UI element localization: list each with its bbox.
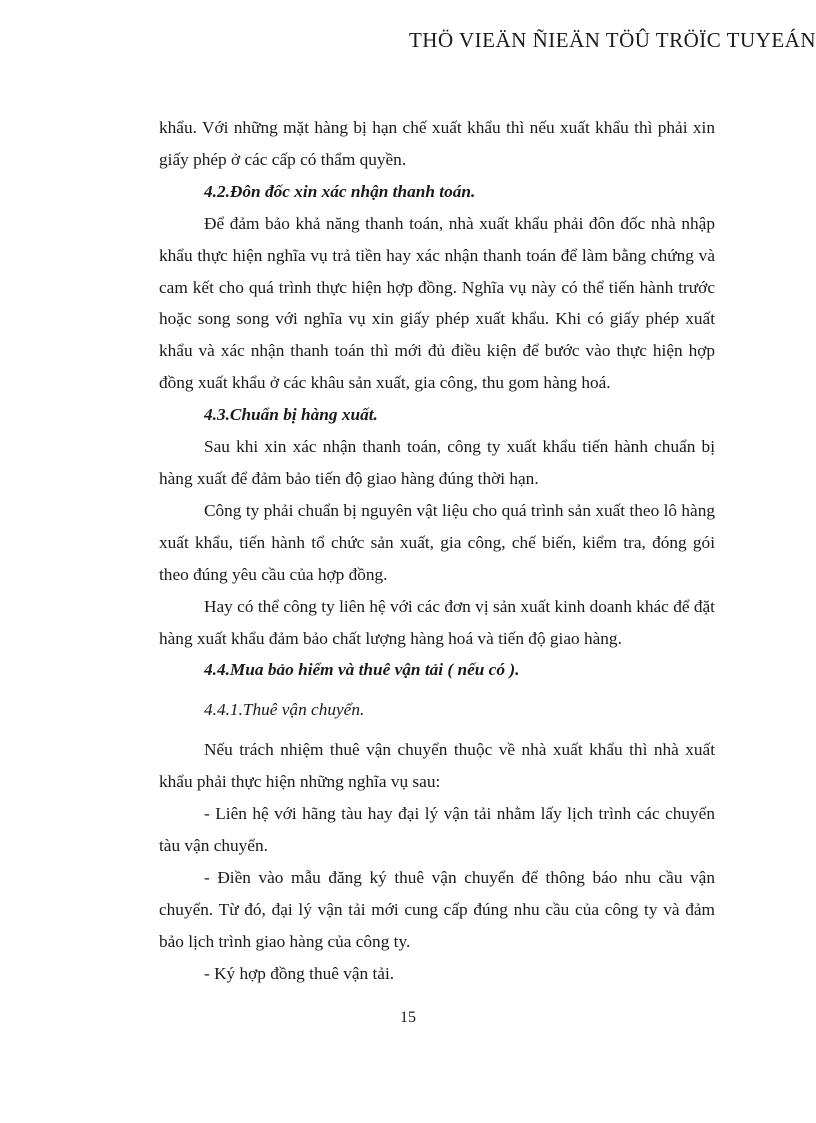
paragraph-shipping-duties: Nếu trách nhiệm thuê vận chuyển thuộc về nhà xuất khẩu thì nhà xuất khẩu phải thực hiện những nghĩa vụ sau: [159, 740, 715, 792]
list-item-registration-form: - Điền vào mẫu đăng ký thuê vận chuyển để thông báo nhu cầu vận chuyển. Từ đó, đại lý vận tải mới cung cấp đúng nhu cầu của công ty và đảm bảo lịch trình giao hàng của công ty. [159, 867, 715, 951]
heading-4-4-1: 4.4.1.Thuê vận chuyển. [204, 700, 365, 720]
paragraph-outsourcing: Hay có thể công ty liên hệ với các đơn vị sản xuất kinh doanh khác để đặt hàng xuất khẩu đảm bảo chất lượng hàng hoá và tiến độ giao hàng. [159, 596, 715, 648]
paragraph-prepare-goods: Sau khi xin xác nhận thanh toán, công ty xuất khẩu tiến hành chuẩn bị hàng xuất để đảm bảo tiến độ giao hàng đúng thời hạn. [159, 437, 715, 488]
heading-4-4: 4.4.Mua bảo hiểm và thuê vận tải ( nếu có ). [204, 660, 520, 680]
paragraph-payment-confirmation: Để đảm bảo khả năng thanh toán, nhà xuất khẩu phải đôn đốc nhà nhập khẩu thực hiện nghĩa vụ trả tiền hay xác nhận thanh toán để làm bằng chứng và cam kết cho quá trình thực hiện hợp đồng. Nghĩa vụ này có thể tiến hành trước hoặc song song với nghĩa vụ xin giấy phép xuất khẩu. Khi có giấy phép xuất khẩu và xác nhận thanh toán thì mới đủ điều kiện để bước vào thực hiện hợp đồng xuất khẩu ở các khâu sản xuất, gia công, thu gom hàng hoá. [159, 213, 715, 393]
heading-4-3: 4.3.Chuẩn bị hàng xuất. [204, 405, 378, 425]
page-body [159, 112, 715, 989]
paragraph-continuation: khẩu. Với những mặt hàng bị hạn chế xuất khẩu thì nếu xuất khẩu thì phải xin giấy phép ở các cấp có thẩm quyền. [159, 118, 715, 169]
list-item-contact-carrier: - Liên hệ với hãng tàu hay đại lý vận tải nhằm lấy lịch trình các chuyến tàu vận chuyển. [159, 804, 715, 855]
list-item-sign-contract: - Ký hợp đồng thuê vận tải. [204, 963, 395, 983]
heading-4-2: 4.2.Đôn đốc xin xác nhận thanh toán. [204, 181, 476, 201]
running-header: THÖ VIEÄN ÑIEÄN TÖÛ TRÖÏC TUYEÁN [408, 28, 816, 52]
page-number: 15 [400, 1009, 416, 1026]
paragraph-materials: Công ty phải chuẩn bị nguyên vật liệu cho quá trình sản xuất theo lô hàng xuất khẩu, tiến hành tổ chức sản xuất, gia công, chế biến, kiểm tra, đóng gói theo đúng yêu cầu của hợp đồng. [159, 500, 715, 584]
